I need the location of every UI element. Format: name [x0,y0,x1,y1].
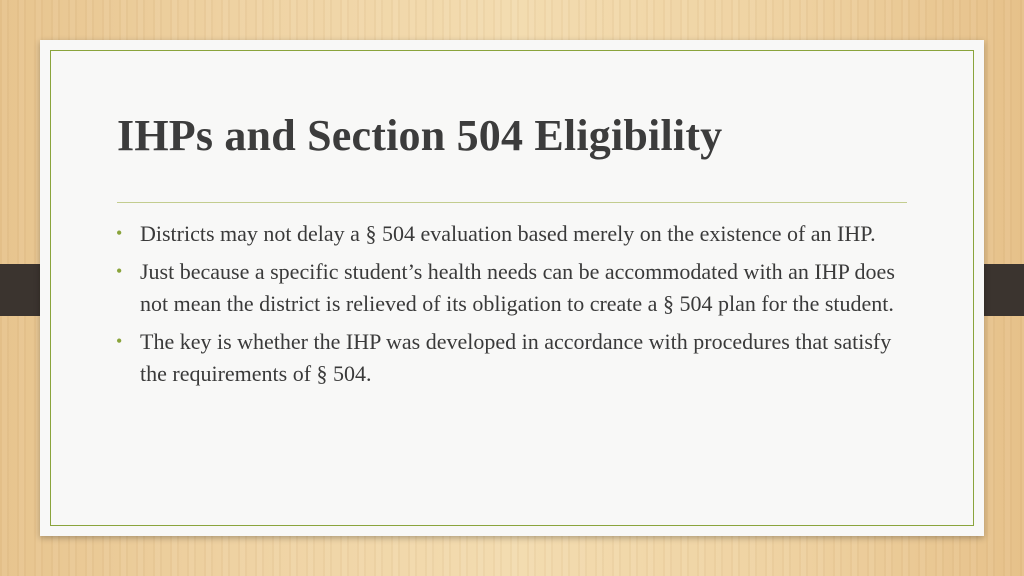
bullet-dot-icon: • [116,223,123,243]
title-divider [117,202,907,203]
bullet-text: Just because a specific student’s health needs can be accommodated with an IHP does not mean the district is relieved of its obligation to create a § 504 plan for the student. [140,259,895,316]
bullet-text: Districts may not delay a § 504 evaluation based merely on the existence of an IHP. [140,221,876,246]
bullet-dot-icon: • [116,331,123,351]
bullet-list [116,218,906,396]
bullet-text: The key is whether the IHP was developed in accordance with procedures that satisfy the requirements of § 504. [140,329,892,386]
bullet-item [116,218,906,250]
slide-card [40,40,984,536]
bullet-item [116,326,906,390]
bullet-item [116,256,906,320]
slide-title: IHPs and Section 504 Eligibility [117,111,723,160]
bullet-dot-icon: • [116,261,123,281]
